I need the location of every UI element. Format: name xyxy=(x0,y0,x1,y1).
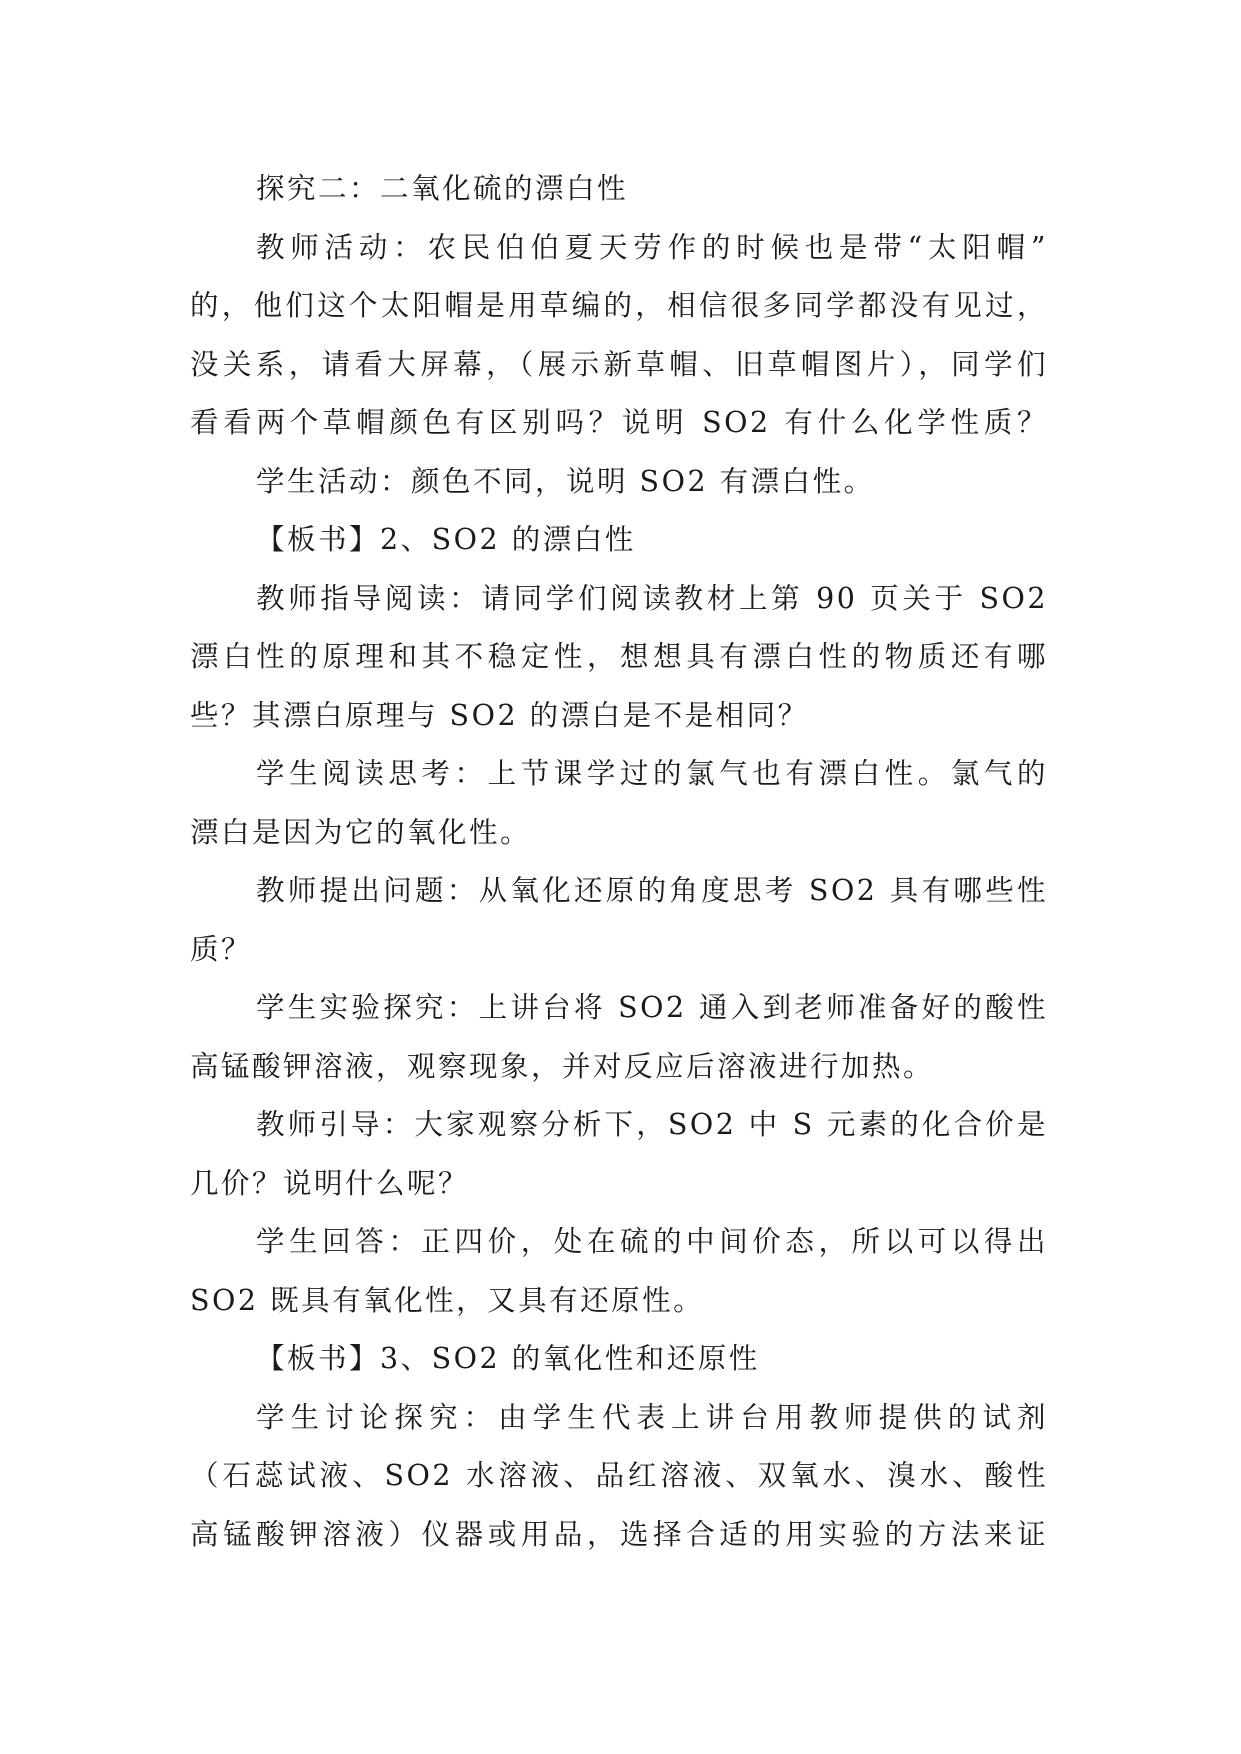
paragraph-teacher-question xyxy=(190,862,1048,979)
paragraph-teacher-guided-reading xyxy=(190,570,1048,746)
text-line: 探究二：二氧化硫的漂白性 xyxy=(256,172,629,205)
text-line: SO2 既具有氧化性，又具有还原性。 xyxy=(190,1283,705,1317)
text-line: 高锰酸钾溶液，观察现象，并对反应后溶液进行加热。 xyxy=(190,1049,935,1083)
paragraph-teacher-activity xyxy=(190,219,1048,453)
text-line: （石蕊试液、SO2 水溶液、品红溶液、双氧水、溴水、酸性 xyxy=(190,1459,1048,1492)
text-line: 学生实验探究：上讲台将 SO2 通入到老师准备好的酸性 xyxy=(256,991,1048,1024)
paragraph-heading-inquiry-2 xyxy=(190,160,1048,219)
text-line: 学生阅读思考：上节课学过的氯气也有漂白性。氯气的 xyxy=(256,757,1048,790)
text-line: 质？ xyxy=(190,932,253,966)
document-body xyxy=(190,160,1048,1564)
text-line: 教师提出问题：从氧化还原的角度思考 SO2 具有哪些性 xyxy=(256,874,1048,907)
paragraph-board-note-3 xyxy=(190,1330,1048,1389)
paragraph-board-note-2 xyxy=(190,511,1048,570)
text-line: 的，他们这个太阳帽是用草编的，相信很多同学都没有见过， xyxy=(190,289,1048,322)
text-line: 教师活动：农民伯伯夏天劳作的时候也是带“太阳帽” xyxy=(256,230,1048,264)
paragraph-student-discussion xyxy=(190,1389,1048,1565)
text-line: 高锰酸钾溶液）仪器或用品，选择合适的用实验的方法来证 xyxy=(190,1517,1048,1551)
paragraph-student-reading xyxy=(190,745,1048,862)
text-line: 学生活动：颜色不同，说明 SO2 有漂白性。 xyxy=(256,464,875,498)
text-line: 教师引导：大家观察分析下，SO2 中 S 元素的化合价是 xyxy=(256,1108,1048,1141)
text-line: 几价？说明什么呢？ xyxy=(190,1166,470,1200)
text-line: 学生回答：正四价，处在硫的中间价态，所以可以得出 xyxy=(256,1225,1048,1258)
text-line: 漂白是因为它的氧化性。 xyxy=(190,815,532,849)
text-line: 看看两个草帽颜色有区别吗？说明 SO2 有什么化学性质？ xyxy=(190,406,1048,439)
paragraph-student-experiment xyxy=(190,979,1048,1096)
paragraph-student-answer xyxy=(190,1213,1048,1330)
text-line: 教师指导阅读：请同学们阅读教材上第 90 页关于 SO2 xyxy=(256,581,1048,615)
text-line: 【板书】3、SO2 的氧化性和还原性 xyxy=(256,1342,760,1375)
text-line: 没关系，请看大屏幕，（展示新草帽、旧草帽图片），同学们 xyxy=(190,347,1048,381)
text-line: 【板书】2、SO2 的漂白性 xyxy=(256,523,636,556)
text-line: 些？其漂白原理与 SO2 的漂白是不是相同？ xyxy=(190,698,809,732)
text-line: 学生讨论探究：由学生代表上讲台用教师提供的试剂 xyxy=(256,1400,1048,1434)
text-line: 漂白性的原理和其不稳定性，想想具有漂白性的物质还有哪 xyxy=(190,640,1048,673)
paragraph-teacher-guidance xyxy=(190,1096,1048,1213)
paragraph-student-activity xyxy=(190,453,1048,512)
